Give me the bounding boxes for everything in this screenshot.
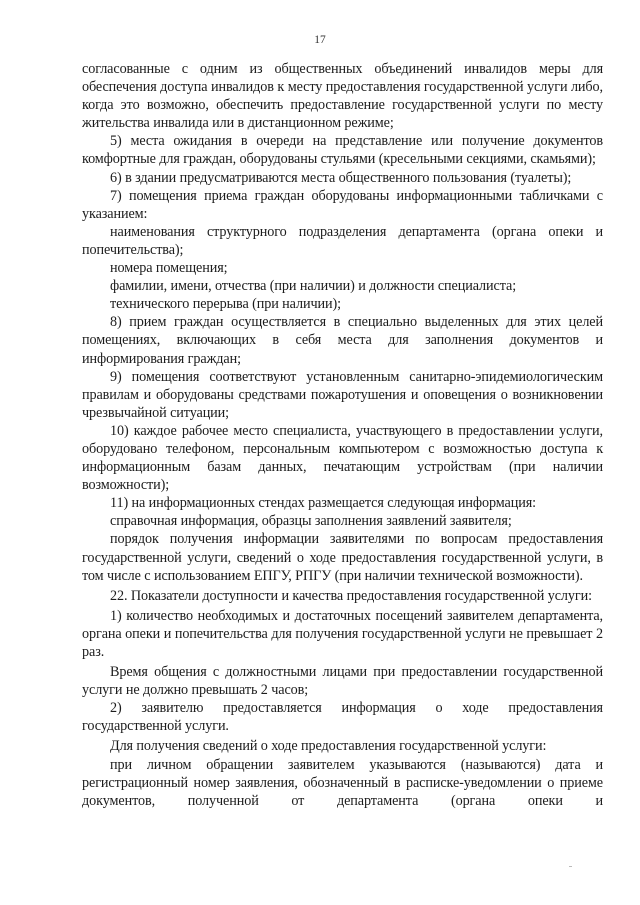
paragraph: фамилии, имени, отчества (при наличии) и должности специалиста; <box>110 278 517 295</box>
paragraph: при личном обращении заявителем указываются (называются) дата и регистрационный номер заявления, обозначенный в расписке-уведомлении о приеме документов, полученной от департамента (органа опеки и <box>82 756 603 809</box>
paragraph: 8) прием граждан осуществляется в специально выделенных для этих целей помещениях, включающих в себя места для заполнения документов и информирования граждан; <box>82 314 603 367</box>
paragraph: технического перерыва (при наличии); <box>110 296 341 313</box>
paragraph: 22. Показатели доступности и качества предоставления государственной услуги: <box>110 587 592 604</box>
paragraph: Для получения сведений о ходе предоставления государственной услуги: <box>110 738 547 755</box>
paragraph: 9) помещения соответствуют установленным санитарно-эпидемиологическим правилам и оборудованы средствами пожаротушения и оповещения о возникновении чрезвычайной ситуации; <box>82 368 603 421</box>
document-body <box>82 60 603 810</box>
paragraph: 5) места ожидания в очереди на представление или получение документов комфортные для граждан, оборудованы стульями (кресельными секциями, скамьями); <box>82 133 603 168</box>
paragraph: 11) на информационных стендах размещается следующая информация: <box>110 495 536 512</box>
scan-speck <box>569 866 572 867</box>
paragraph: согласованные с одним из общественных объединений инвалидов меры для обеспечения доступа инвалидов к месту предоставления государственной услуги либо, когда это возможно, обеспечить предоставление государственной услуги по месту жительства инвалида или в дистанционном режиме; <box>82 61 603 132</box>
paragraph: порядок получения информации заявителями по вопросам предоставления государственной услуги, сведений о ходе предоставления государственной услуги, в том числе с использованием ЕПГУ, РПГУ (при наличии технической возможности). <box>82 531 603 584</box>
paragraph: справочная информация, образцы заполнения заявлений заявителя; <box>110 513 512 530</box>
page-number: 17 <box>314 34 326 46</box>
paragraph: 6) в здании предусматриваются места общественного пользования (туалеты); <box>110 169 572 186</box>
paragraph: наименования структурного подразделения департамента (органа опеки и попечительства); <box>82 223 603 258</box>
paragraph: номера помещения; <box>110 260 228 277</box>
paragraph: 7) помещения приема граждан оборудованы информационными табличками с указанием: <box>82 187 603 222</box>
paragraph: Время общения с должностными лицами при предоставлении государственной услуги не должно превышать 2 часов; <box>82 664 603 699</box>
paragraph: 1) количество необходимых и достаточных посещений заявителем департамента, органа опеки и попечительства для получения государственной услуги не превышает 2 раз. <box>82 607 603 660</box>
paragraph: 10) каждое рабочее место специалиста, участвующего в предоставлении услуги, оборудовано телефоном, персональным компьютером с возможностью доступа к информационным базам данных, печатающим устройствам (при наличии возможности); <box>82 422 603 494</box>
paragraph: 2) заявителю предоставляется информация о ходе предоставления государственной услуги. <box>82 700 603 735</box>
